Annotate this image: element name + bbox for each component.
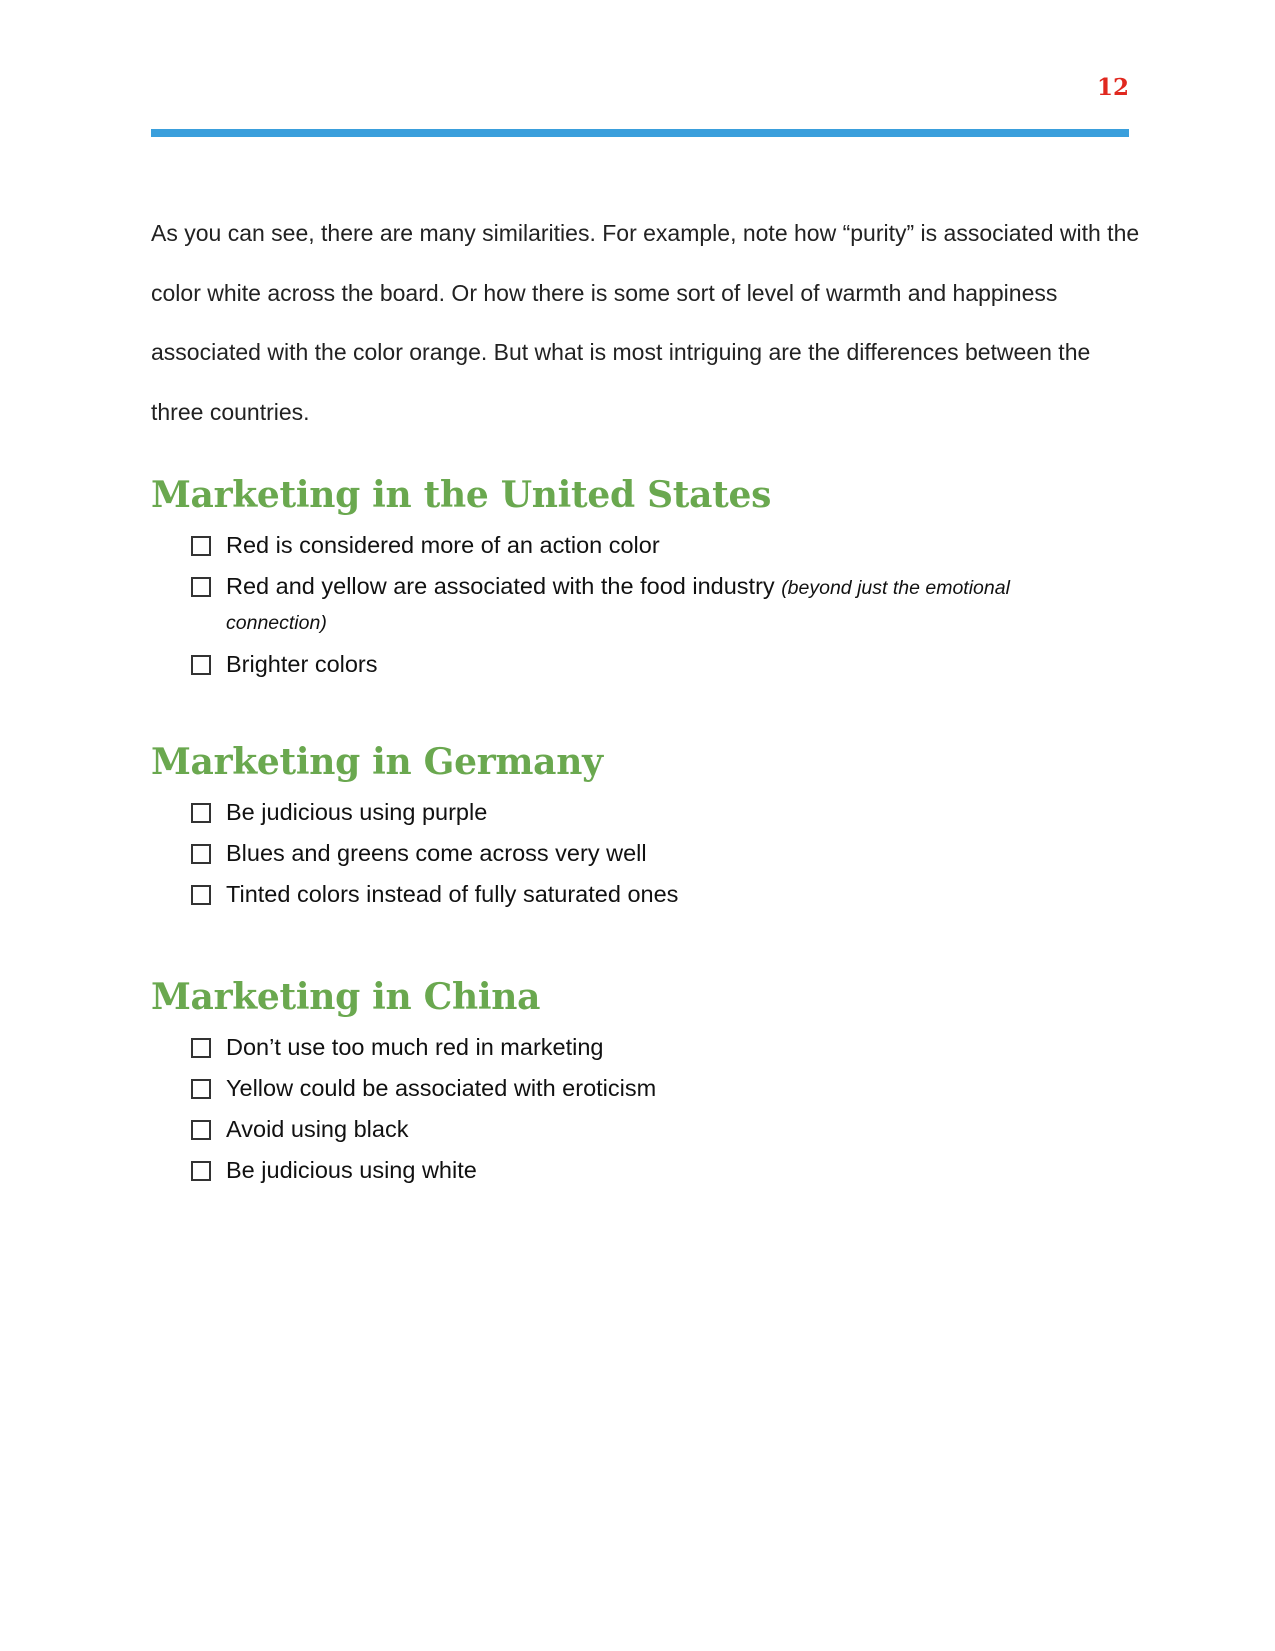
- checklist-item-text: Don’t use too much red in marketing: [226, 1034, 604, 1061]
- checklist-item-text: Red and yellow are associated with the food industry: [226, 573, 775, 600]
- section-united-states: [151, 474, 1131, 689]
- checkbox-icon[interactable]: [191, 536, 211, 556]
- page-number: 12: [1096, 74, 1129, 101]
- checklist-china: [151, 1031, 1131, 1187]
- checklist-item: [151, 1113, 1106, 1146]
- checklist-item: [151, 570, 1106, 640]
- checkbox-icon[interactable]: [191, 1120, 211, 1140]
- section-heading-germany: Marketing in Germany: [151, 741, 603, 783]
- checklist-item: [151, 796, 1106, 829]
- checklist-item: [151, 1154, 1106, 1187]
- checkbox-icon[interactable]: [191, 885, 211, 905]
- intro-paragraph: As you can see, there are many similarities. For example, note how “purity” is associated with the color white across the board. Or how there is some sort of level of warmth and happiness associated with the color orange. But what is most intriguing are the differences between the three countries.: [151, 220, 1140, 425]
- checkbox-icon[interactable]: [191, 1038, 211, 1058]
- checklist-item: [151, 529, 1106, 562]
- checklist-item: [151, 878, 1106, 911]
- section-china: [151, 976, 1131, 1195]
- checkbox-icon[interactable]: [191, 655, 211, 675]
- checklist-item-text: Brighter colors: [226, 651, 378, 678]
- checklist-item-text: Avoid using black: [226, 1116, 409, 1143]
- checklist-item-text: Yellow could be associated with eroticism: [226, 1075, 657, 1102]
- checklist-item-text: Red is considered more of an action color: [226, 532, 660, 559]
- checklist-item: [151, 648, 1106, 681]
- checklist-item-note: (beyond just the emotional connection): [226, 577, 1010, 635]
- checklist-item: [151, 837, 1106, 870]
- section-heading-china: Marketing in China: [151, 976, 541, 1018]
- checklist-united-states: [151, 529, 1131, 681]
- section-heading-united-states: Marketing in the United States: [151, 474, 772, 516]
- checklist-item-text: Be judicious using white: [226, 1157, 477, 1184]
- header-divider: [151, 129, 1129, 137]
- section-germany: [151, 741, 1131, 919]
- checklist-item: [151, 1031, 1106, 1064]
- checkbox-icon[interactable]: [191, 577, 211, 597]
- checklist-germany: [151, 796, 1131, 911]
- checkbox-icon[interactable]: [191, 844, 211, 864]
- checkbox-icon[interactable]: [191, 1079, 211, 1099]
- checklist-item-text: Be judicious using purple: [226, 799, 488, 826]
- checkbox-icon[interactable]: [191, 803, 211, 823]
- checkbox-icon[interactable]: [191, 1161, 211, 1181]
- checklist-item: [151, 1072, 1106, 1105]
- checklist-item-text: Tinted colors instead of fully saturated ones: [226, 881, 679, 908]
- checklist-item-text: Blues and greens come across very well: [226, 840, 647, 867]
